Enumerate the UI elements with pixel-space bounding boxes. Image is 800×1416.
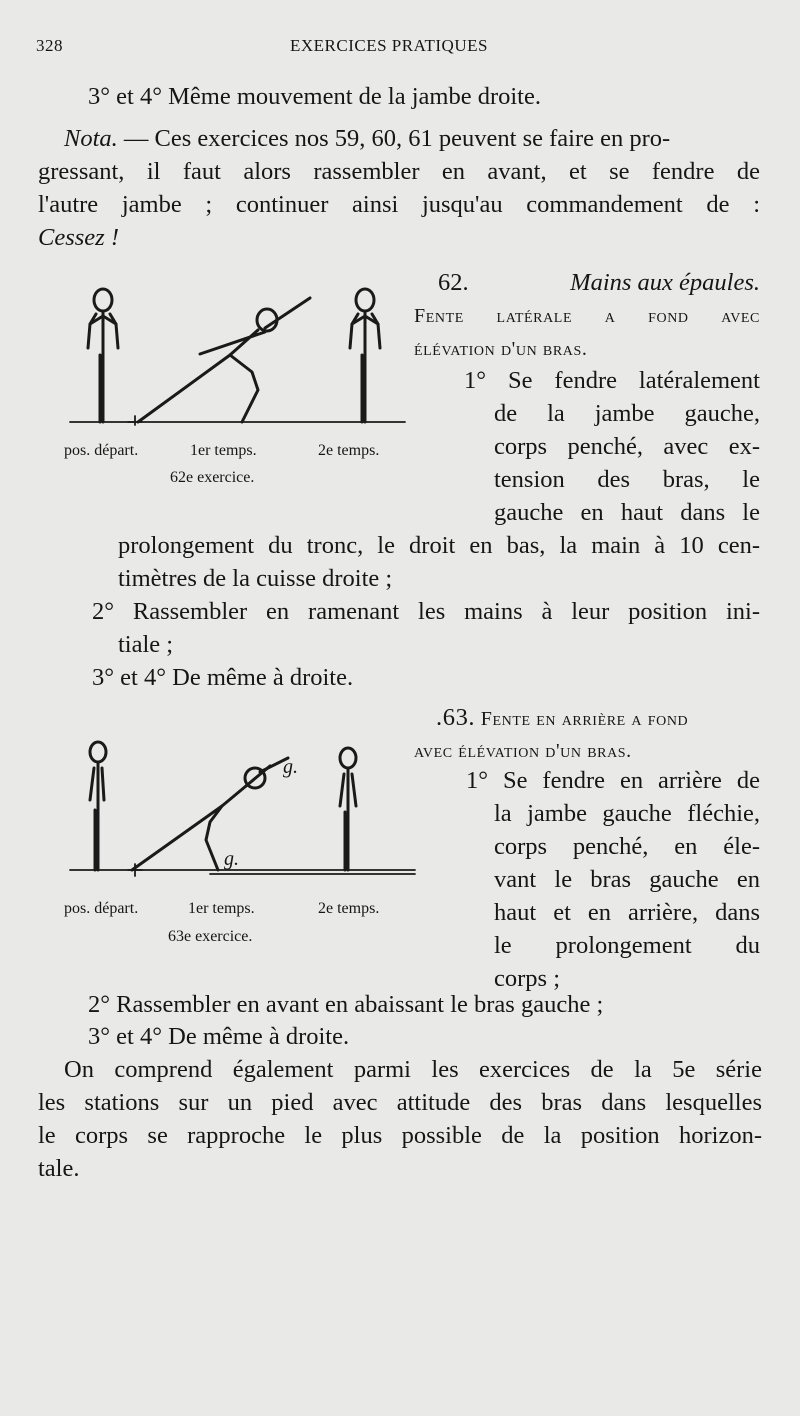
- nota-label: Nota.: [64, 125, 118, 152]
- exercise-62-figure: [60, 280, 410, 430]
- figure-mark-g: g.: [283, 756, 298, 778]
- text-line: tension des bras, le: [494, 466, 760, 493]
- figure-start-position: [88, 289, 118, 422]
- text-line: 3° et 4° De même à droite.: [92, 664, 354, 691]
- page-number: 328: [36, 36, 63, 55]
- figure-start-position: [90, 742, 106, 870]
- text-line: le prolongement du: [494, 932, 760, 959]
- exercise-62-heading: [438, 266, 760, 300]
- exercise-number: .63.: [436, 704, 476, 731]
- nota-text: — Ces exercices nos 59, 60, 61 peuvent se faire en pro-: [117, 125, 671, 152]
- figure-first-time: [128, 758, 288, 876]
- exercise-subtitle: élévation d'un bras.: [414, 338, 588, 360]
- text-line: corps penché, avec ex-: [494, 433, 760, 460]
- text-line: la jambe gauche fléchie,: [494, 800, 760, 827]
- text-line: Cessez !: [38, 224, 119, 251]
- text-line: 2° Rassembler en avant en abaissant le bras gauche ;: [88, 991, 604, 1018]
- figure-second-time: [340, 748, 356, 870]
- figure-label-second: 2e temps.: [318, 442, 380, 459]
- figure-label-first: 1er temps.: [188, 900, 255, 917]
- running-title: EXERCICES PRATIQUES: [290, 36, 488, 55]
- exercise-subtitle: Fente latérale a fond avec: [414, 305, 760, 327]
- text-line: corps ;: [494, 965, 560, 992]
- exercise-title: avec élévation d'un bras.: [414, 740, 632, 762]
- figure-label-first: 1er temps.: [190, 442, 257, 459]
- text-line: gressant, il faut alors rassembler en avant, et se fendre de: [38, 158, 760, 185]
- exercise-title: Mains aux épaules.: [570, 269, 760, 296]
- text-line: de la jambe gauche,: [494, 400, 760, 427]
- text-line: haut et en arrière, dans: [494, 899, 760, 926]
- text-line: le corps se rapproche le plus possible de la position horizon-: [38, 1122, 762, 1149]
- text-line: tale.: [38, 1155, 80, 1182]
- figure-label-start: pos. départ.: [64, 442, 139, 459]
- figure-first-time: [128, 298, 310, 425]
- exercise-63-heading: [436, 701, 688, 736]
- text-line: prolongement du tronc, le droit en bas, la main à 10 cen-: [118, 532, 760, 559]
- text-line: 1° Se fendre en arrière de: [466, 767, 760, 794]
- figure-label-second: 2e temps.: [318, 900, 380, 917]
- figure-caption: 63e exercice.: [168, 928, 253, 945]
- text-line: 3° et 4° Même mouvement de la jambe droite.: [88, 83, 541, 110]
- nota-line: [64, 122, 760, 156]
- figure-label-start: pos. départ.: [64, 900, 139, 917]
- text-line: gauche en haut dans le: [494, 499, 760, 526]
- exercise-number: 62.: [438, 269, 469, 296]
- figure-second-time: [350, 289, 380, 422]
- text-line: timètres de la cuisse droite ;: [118, 565, 393, 592]
- text-line: 2° Rassembler en ramenant les mains à leur position ini-: [92, 598, 760, 625]
- exercise-63-figure: [60, 730, 420, 890]
- text-line: On comprend également parmi les exercices de la 5e série: [64, 1056, 762, 1083]
- text-line: l'autre jambe ; continuer ainsi jusqu'au commandement de :: [38, 191, 760, 218]
- text-line: 3° et 4° De même à droite.: [88, 1023, 350, 1050]
- exercise-title: Fente en arrière a fond: [480, 708, 689, 730]
- text-line: vant le bras gauche en: [494, 866, 760, 893]
- text-line: les stations sur un pied avec attitude des bras dans lesquelles: [38, 1089, 762, 1116]
- figure-caption: 62e exercice.: [170, 469, 255, 486]
- text-line: 1° Se fendre latéralement: [464, 367, 760, 394]
- figure-mark-g: g.: [224, 848, 239, 870]
- text-line: corps penché, en éle-: [494, 833, 760, 860]
- text-line: tiale ;: [118, 631, 174, 658]
